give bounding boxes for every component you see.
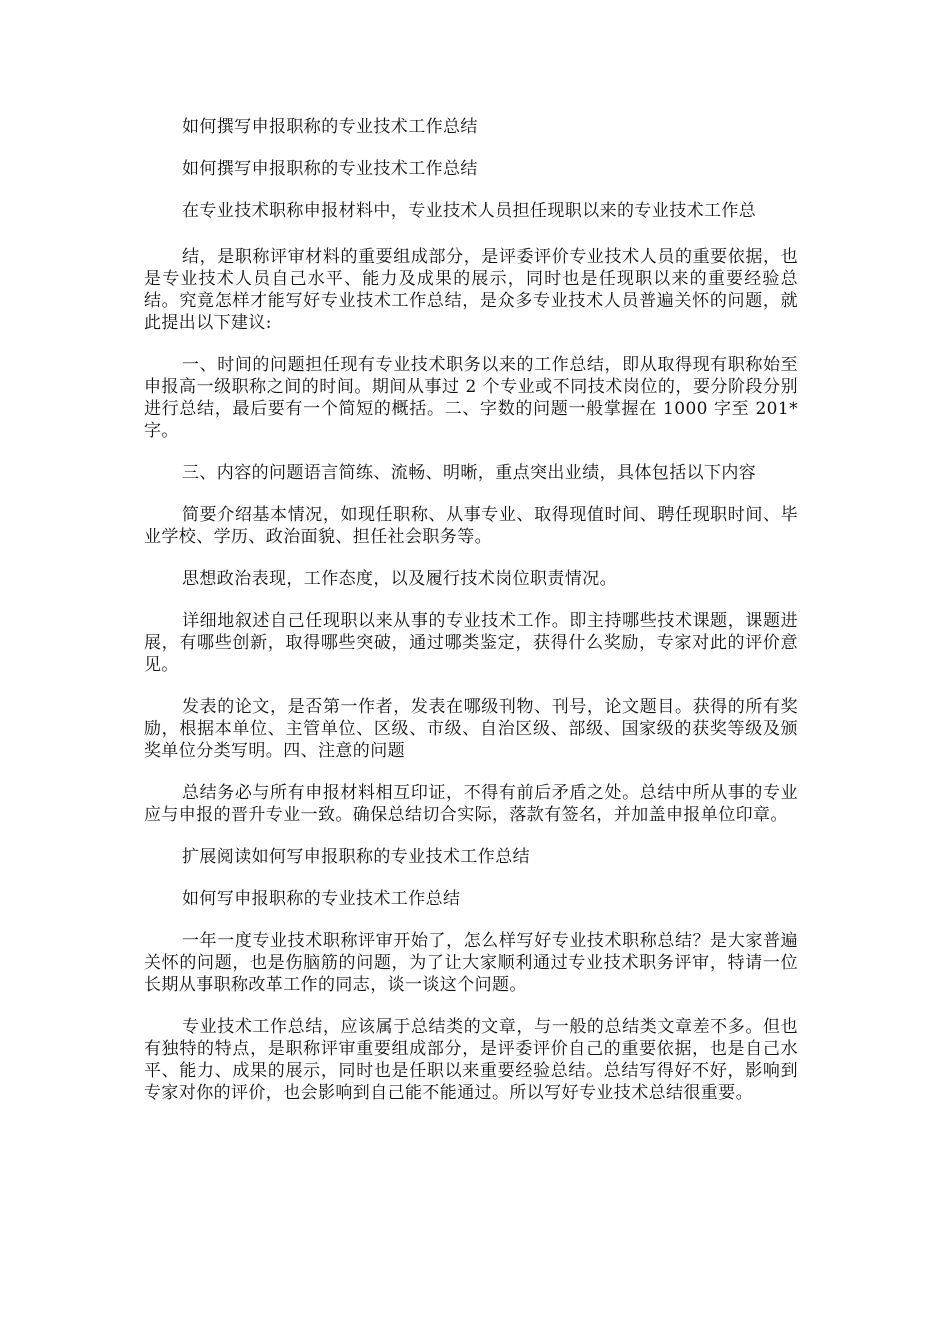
paragraph-intro: 在专业技术职称申报材料中，专业技术人员担任现职以来的专业技术工作总 bbox=[182, 201, 757, 221]
paragraph-intro-cont: 结，是职称评审材料的重要组成部分，是评委评价专业技术人员的重要依据，也是专业技术人员自己水平、能力及成果的展示，同时也是任现职以来的重要经验总结。究竟怎样才能写好专业技术工作总结，是众多专业技术人员普遍关怀的问题，就此提出以下建议: bbox=[144, 247, 798, 333]
doc-subtitle: 如何撰写申报职称的专业技术工作总结 bbox=[182, 159, 478, 179]
paragraph-notes: 总结务必与所有申报材料相互印证，不得有前后矛盾之处。总结中所从事的专业应与申报的晋升专业一致。确保总结切合实际，落款有签名，并加盖申报单位印章。 bbox=[144, 783, 798, 825]
paragraph-annual-review: 一年一度专业技术职称评审开始了，怎么样写好专业技术职称总结？是大家普遍关怀的问题，也是伤脑筋的问题，为了让大家顺利通过专业技术职务评审，特请一位长期从事职称改革工作的同志，谈一谈这个问题。 bbox=[144, 931, 798, 995]
paragraph-extended-title: 如何写申报职称的专业技术工作总结 bbox=[182, 889, 461, 909]
paragraph-extended-heading: 扩展阅读如何写申报职称的专业技术工作总结 bbox=[182, 847, 530, 867]
paragraph-time-question: 一、时间的问题担任现有专业技术职务以来的工作总结，即从取得现有职称始至申报高一级职称之间的时间。期间从事过 2 个专业或不同技术岗位的，要分阶段分别进行总结，最后要有一个简短的概括。二、字数的问题一般掌握在 1000 字至 201*字。 bbox=[144, 355, 798, 441]
paragraph-content-question: 三、内容的问题语言简练、流畅、明晰，重点突出业绩，具体包括以下内容 bbox=[182, 463, 757, 483]
paragraph-political: 思想政治表现，工作态度，以及履行技术岗位职责情况。 bbox=[182, 569, 617, 589]
paragraph-summary-nature: 专业技术工作总结，应该属于总结类的文章，与一般的总结类文章差不多。但也有独特的特点，是职称评审重要组成部分，是评委评价自己的重要依据，也是自己水平、能力、成果的展示，同时也是任职以来重要经验总结。总结写得好不好，影响到专家对你的评价，也会影响到自己能不能通过。所以写好专业技术总结很重要。 bbox=[144, 1017, 798, 1103]
paragraph-basic-info: 简要介绍基本情况，如现任职称、从事专业、取得现值时间、聘任现职时间、毕业学校、学历、政治面貌、担任社会职务等。 bbox=[144, 505, 798, 547]
paragraph-technical-work: 详细地叙述自己任现职以来从事的专业技术工作。即主持哪些技术课题，课题进展，有哪些创新，取得哪些突破，通过哪类鉴定，获得什么奖励，专家对此的评价意见。 bbox=[144, 611, 798, 675]
paragraph-papers-awards: 发表的论文，是否第一作者，发表在哪级刊物、刊号，论文题目。获得的所有奖励，根据本单位、主管单位、区级、市级、自治区级、部级、国家级的获奖等级及颁奖单位分类写明。四、注意的问题 bbox=[144, 697, 798, 761]
doc-title: 如何撰写申报职称的专业技术工作总结 bbox=[182, 117, 478, 137]
document-page bbox=[144, 116, 798, 1124]
